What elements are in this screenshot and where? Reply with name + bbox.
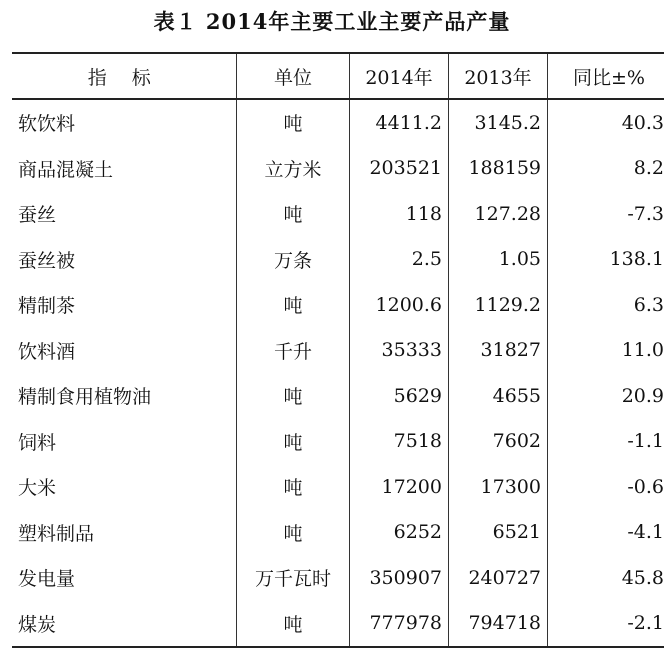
row-yoy: 11.0 [548,328,664,374]
row-value-2014: 203521 [350,146,449,192]
row-unit: 吨 [237,99,350,146]
row-value-2014: 118 [350,191,449,237]
row-value-2013: 6521 [449,510,548,556]
row-value-2013: 794718 [449,601,548,648]
row-unit: 吨 [237,464,350,510]
table-row [12,282,664,328]
row-unit: 万条 [237,237,350,283]
row-value-2013: 240727 [449,555,548,601]
row-value-2014: 5629 [350,373,449,419]
row-name: 蚕丝 [18,204,57,227]
row-unit: 千升 [237,328,350,374]
row-unit: 吨 [237,510,350,556]
row-yoy: 138.1 [548,237,664,283]
row-yoy: 45.8 [548,555,664,601]
header-indicator: 指 标 [12,53,237,99]
table-row [12,328,664,374]
row-value-2013: 188159 [449,146,548,192]
table-row [12,99,664,146]
header-2013: 2013年 [449,53,548,99]
product-output-table [12,52,664,648]
row-value-2013: 3145.2 [449,99,548,146]
header-yoy: 同比±% [548,53,664,99]
row-name: 煤炭 [12,601,237,648]
row-yoy: -1.1 [548,419,664,465]
row-yoy: -0.6 [548,464,664,510]
row-value-2014: 777978 [350,601,449,648]
row-value-2014: 35333 [350,328,449,374]
table-body [12,99,664,647]
row-yoy: 6.3 [548,282,664,328]
row-value-2013: 127.28 [449,191,548,237]
row-unit: 吨 [237,601,350,648]
header-2014: 2014年 [350,53,449,99]
table-row [12,464,664,510]
row-name: 饲料 [18,431,57,454]
row-unit: 吨 [237,191,350,237]
row-value-2013: 1.05 [449,237,548,283]
row-name: 软饮料 [18,113,76,136]
row-yoy: -2.1 [548,601,664,648]
row-name: 饮料酒 [18,340,76,363]
table-header-row [12,53,664,99]
header-unit: 单位 [237,53,350,99]
row-value-2013: 17300 [449,464,548,510]
row-value-2013: 1129.2 [449,282,548,328]
row-value-2014: 1200.6 [350,282,449,328]
table-title: 表１ 2014年主要工业主要产品产量 [153,9,511,34]
row-yoy: 40.3 [548,99,664,146]
row-yoy: 20.9 [548,373,664,419]
row-name: 发电量 [18,568,76,591]
row-unit: 吨 [237,373,350,419]
table-row [12,373,664,419]
table-row [12,146,664,192]
table-row [12,601,664,648]
row-yoy: -4.1 [548,510,664,556]
row-name: 蚕丝被 [18,249,76,272]
table-row [12,419,664,465]
table-row [12,510,664,556]
row-value-2014: 6252 [350,510,449,556]
row-unit: 立方米 [237,146,350,192]
row-unit: 吨 [237,282,350,328]
row-value-2013: 7602 [449,419,548,465]
table-row [12,191,664,237]
row-value-2014: 17200 [350,464,449,510]
row-unit: 万千瓦时 [237,555,350,601]
row-name: 精制茶 [18,295,76,318]
row-value-2013: 31827 [449,328,548,374]
row-name: 精制食用植物油 [18,386,152,409]
table-row [12,237,664,283]
row-unit: 吨 [237,419,350,465]
row-value-2014: 4411.2 [350,99,449,146]
row-name: 大米 [18,477,57,500]
row-yoy: 8.2 [548,146,664,192]
table-row [12,555,664,601]
row-name: 商品混凝土 [18,158,114,181]
row-value-2014: 7518 [350,419,449,465]
row-value-2013: 4655 [449,373,548,419]
row-value-2014: 2.5 [350,237,449,283]
row-value-2014: 350907 [350,555,449,601]
row-name: 塑料制品 [18,522,95,545]
row-yoy: -7.3 [548,191,664,237]
